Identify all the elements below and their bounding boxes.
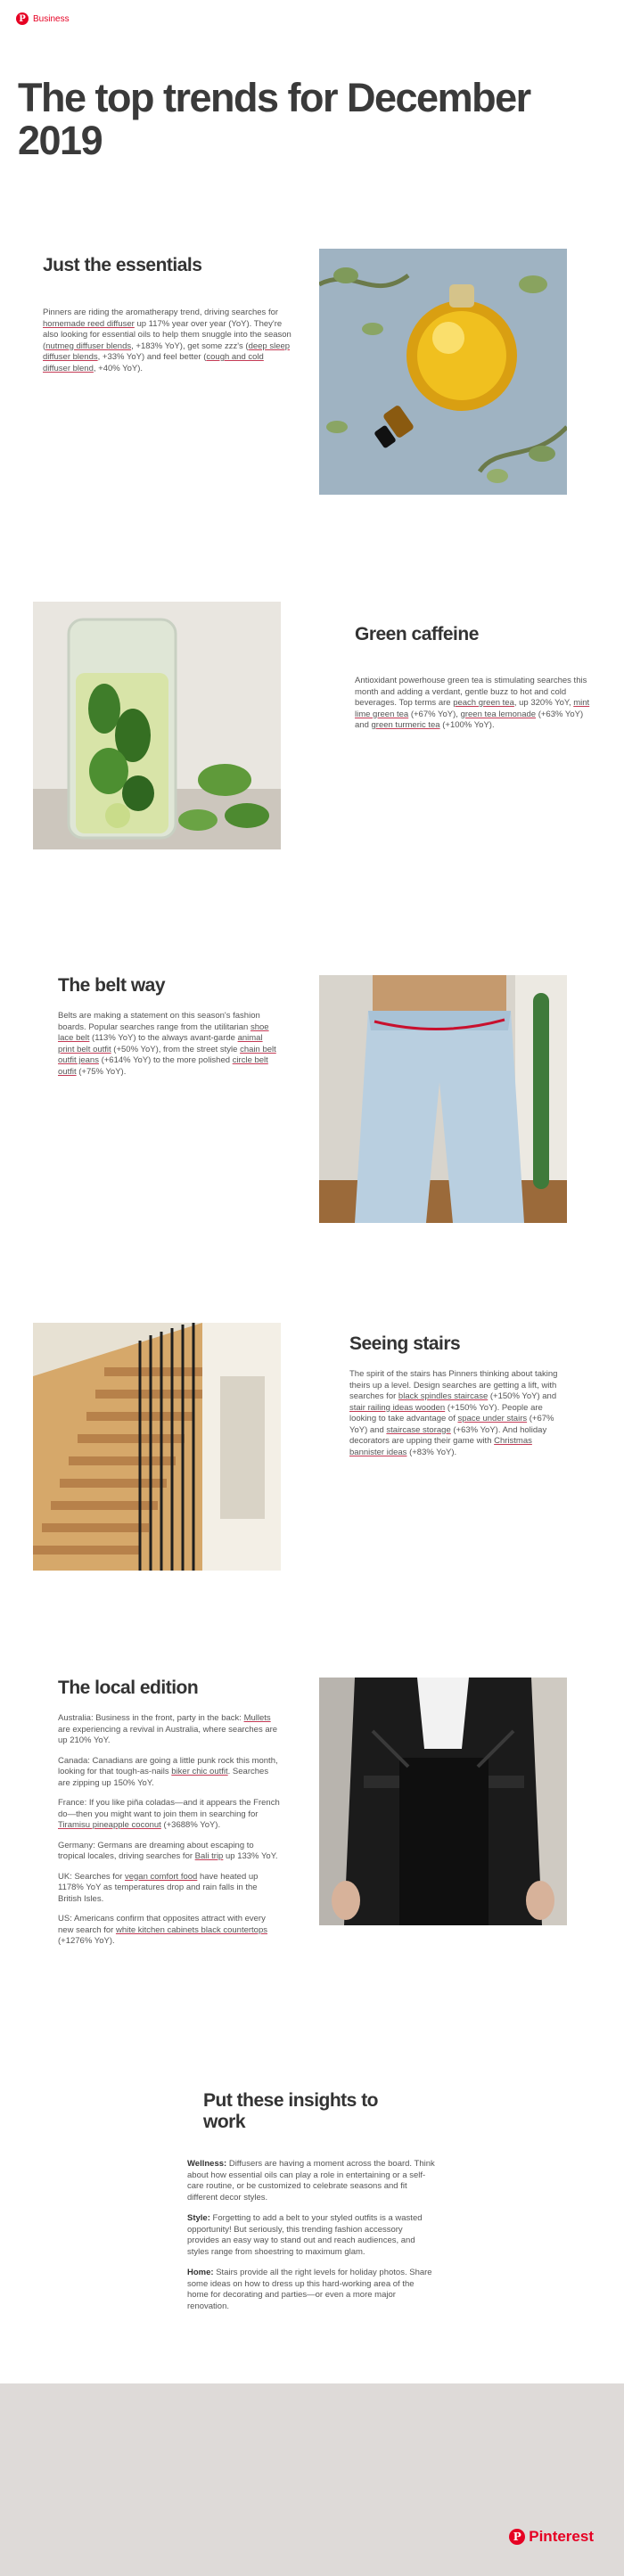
belt-title: The belt way [58,975,166,996]
link-vegan-comfort-food[interactable]: vegan comfort food [124,1871,198,1882]
home-label: Home: [187,2268,214,2277]
caffeine-text-3: (+67% YoY), [408,709,461,719]
link-bali-trip[interactable]: Bali trip [194,1851,224,1861]
essentials-text-1: Pinners are riding the aromatherapy trend, driving searches for [43,308,279,317]
us-text-1: US: Americans confirm that opposites attract with every new search for [58,1914,266,1935]
belt-text-1: Belts are making a statement on this season's fashion boards. Popular searches range from the utilitarian [58,1011,260,1032]
stairs-text [349,1369,562,1458]
link-space-under-stairs[interactable]: space under stairs [457,1414,528,1423]
home-text: Stairs provide all the right levels for holiday photos. Share some ideas on how to dress up this hard-working area of the home for decorating and parties—or even a more major renovation. [187,2268,432,2311]
link-circle-belt-outfit[interactable]: circle belt outfit [58,1055,268,1077]
link-nutmeg-diffuser-blends[interactable]: nutmeg diffuser blends [45,340,132,351]
belt-text [58,1011,281,1078]
footer [0,2383,624,2576]
local-title: The local edition [58,1678,199,1698]
insight-style [187,2213,437,2258]
link-staircase-storage[interactable]: staircase storage [386,1424,451,1435]
stairs-text-5: (+63% YoY). And holiday decorators are upping their game with [349,1424,547,1446]
business-link[interactable]: Business [33,13,70,24]
belt-text-3: (+50% YoY), from the street style [111,1044,241,1054]
caffeine-text-5: (+100% YoY). [439,720,495,730]
insights-title: Put these insights to work [203,2090,379,2132]
style-label: Style: [187,2213,210,2223]
stairs-text-3: (+150% YoY). People are looking to take advantage of [349,1402,543,1423]
canada-text-1: Canada: Canadians are going a little punk rock this month, looking for that tough-as-nails [58,1755,278,1776]
link-tiramisu-pineapple-coconut[interactable]: Tiramisu pineapple coconut [58,1820,161,1830]
local-germany [58,1841,281,1863]
link-christmas-bannister-ideas[interactable]: Christmas bannister ideas [349,1436,532,1457]
essentials-text-3: , +183% YoY), get some zzz's ( [131,340,249,351]
pinterest-logo-icon: P [509,2529,525,2545]
leather-jacket-photo [319,1678,567,1925]
essentials-title: Just the essentials [43,255,202,275]
wellness-label: Wellness: [187,2159,227,2169]
local-uk [58,1872,281,1906]
local-canada [58,1756,281,1790]
link-shoe-lace-belt[interactable]: shoe lace belt [58,1021,269,1043]
green-tea-photo [33,602,281,849]
caffeine-text-1: Antioxidant powerhouse green tea is stimulating searches this month and adding a verdant, gentle buzz to hot and cold beverages. Top terms are [355,676,587,708]
essential-oil-photo [319,249,567,495]
wellness-text: Diffusers are having a moment across the board. Think about how essential oils can play a role in entertaining or a self-care routine, or be customized to celebrate seasons and fit different decor styles. [187,2159,435,2203]
insights-text [187,2159,437,2322]
us-text-2: (+1276% YoY). [58,1936,115,1946]
stairs-title: Seeing stairs [349,1333,461,1354]
stairs-text-1: The spirit of the stairs has Pinners thinking about taking theirs up a level. Design searches are getting a lift, with searches for [349,1369,558,1401]
link-stair-railing-ideas-wooden[interactable]: stair railing ideas wooden [349,1402,446,1413]
link-green-tea-lemonade[interactable]: green tea lemonade [460,709,537,719]
essentials-text-2: up 117% year over year (YoY). They're also looking for essential oils to help them snuggle into the season ( [43,318,291,351]
germany-text-2: up 133% YoY. [223,1851,278,1861]
insight-wellness [187,2159,437,2203]
link-chain-belt-outfit-jeans[interactable]: chain belt outfit jeans [58,1044,276,1065]
link-biker-chic-outfit[interactable]: biker chic outfit [171,1767,228,1776]
page-title: The top trends for December 2019 [18,75,530,163]
france-text-1: France: If you like piña coladas—and it appears the French do—then you might want to join them in searching for [58,1798,280,1819]
caffeine-text-4: (+63% YoY) and [355,709,584,730]
caffeine-text-2: , up 320% YoY, [513,698,574,708]
uk-text-2: have heated up 1178% YoY as temperatures drop and rain falls in the British Isles. [58,1871,259,1904]
belt-text-2: (113% YoY) to the always avant-garde [89,1033,238,1043]
style-text: Forgetting to add a belt to your styled outfits is a wasted opportunity! But seriously, this trending fashion accessory provides an easy way to stand out and reach audiences, and styles range from shoestring to maximum glam. [187,2213,423,2257]
belt-text-4: (+614% YoY) to the more polished [98,1055,233,1065]
insight-home [187,2268,437,2312]
link-white-kitchen-cabinets[interactable]: white kitchen cabinets black countertops [115,1924,267,1935]
link-mint-lime-green-tea[interactable]: mint lime green tea [355,698,590,719]
uk-text-1: UK: Searches for [58,1871,125,1882]
stairs-text-4: (+67% YoY) and [349,1414,554,1435]
caffeine-text [355,676,597,732]
link-homemade-reed-diffuser[interactable]: homemade reed diffuser [43,318,135,329]
link-black-spindles-staircase[interactable]: black spindles staircase [398,1391,489,1401]
header [16,12,70,25]
link-peach-green-tea[interactable]: peach green tea [453,698,514,708]
belt-text-5: (+75% YoY). [76,1066,127,1077]
local-us [58,1914,281,1948]
local-text [58,1713,281,1957]
germany-text-1: Germany: Germans are dreaming about escaping to tropical locales, driving searches for [58,1840,254,1861]
essentials-text-5: , +40% YoY). [93,363,144,373]
australia-text-2: are experiencing a revival in Australia, where searches are up 210% YoY. [58,1724,278,1745]
pinterest-logo-icon[interactable]: P [16,12,29,25]
france-text-2: (+3688% YoY). [160,1820,221,1830]
stairs-text-2: (+150% YoY) and [488,1391,557,1401]
link-animal-print-belt-outfit[interactable]: animal print belt outfit [58,1033,263,1054]
link-mullets[interactable]: Mullets [243,1713,271,1723]
footer-brand: Pinterest [529,2528,594,2545]
local-france [58,1798,281,1832]
local-australia [58,1713,281,1747]
canada-text-2: . Searches are zipping up 150% YoY. [58,1767,269,1788]
link-deep-sleep-diffuser-blends[interactable]: deep sleep diffuser blends [43,340,291,362]
link-green-turmeric-tea[interactable]: green turmeric tea [371,720,440,730]
essentials-text [43,308,292,374]
footer-pinterest-logo[interactable] [509,2528,594,2546]
caffeine-title: Green caffeine [355,624,479,644]
link-cough-cold-diffuser-blend[interactable]: cough and cold diffuser blend [43,352,264,373]
belt-jeans-photo [319,975,567,1223]
australia-text-1: Australia: Business in the front, party in the back: [58,1713,244,1723]
essentials-text-4: , +33% YoY) and feel better ( [97,352,207,362]
staircase-photo [33,1323,281,1571]
stairs-text-6: (+83% YoY). [406,1447,457,1457]
